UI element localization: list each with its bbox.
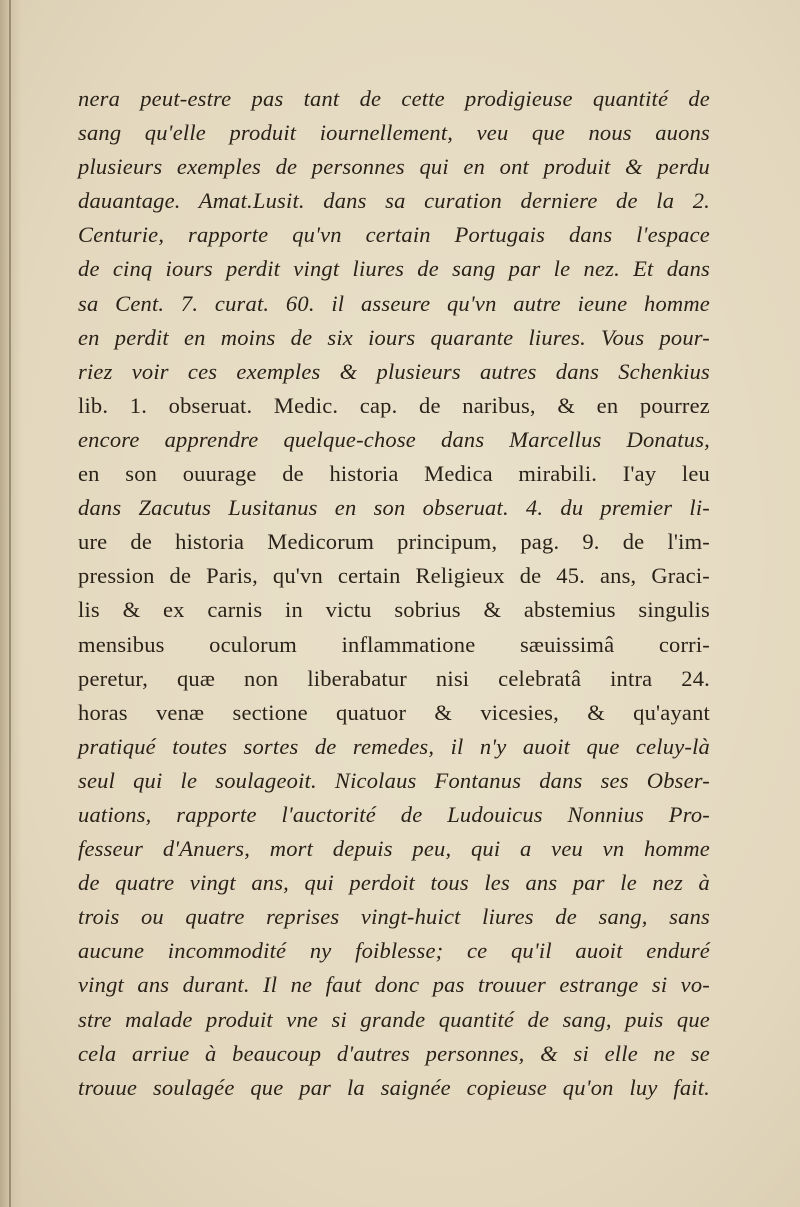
text-line: horas venæ sectione quatuor & vicesies, & qu'ayant xyxy=(78,699,710,725)
text-line: sa Cent. 7. curat. 60. il asseure qu'vn autre ieune homme xyxy=(78,290,710,316)
text-line: uations, rapporte l'auctorité de Ludouicus Nonnius Pro- xyxy=(78,801,710,827)
text-line: en son ouurage de historia Medica mirabili. I'ay leu xyxy=(78,461,710,487)
text-line: de cinq iours perdit vingt liures de sang par le nez. Et dans xyxy=(78,256,710,282)
text-line: pression de Paris, qu'vn certain Religieux de 45. ans, Graci- xyxy=(78,563,710,589)
text-line: fesseur d'Anuers, mort depuis peu, qui a veu vn homme xyxy=(78,836,710,862)
text-line: dans Zacutus Lusitanus en son obseruat. 4. du premier li- xyxy=(78,495,710,521)
text-line: nera peut-estre pas tant de cette prodigieuse quantité de xyxy=(78,86,710,111)
text-line: trouue soulagée que par la saignée copieuse qu'on luy fait. xyxy=(78,1074,710,1100)
text-line: de quatre vingt ans, qui perdoit tous les ans par le nez à xyxy=(78,870,710,896)
text-line: ure de historia Medicorum principum, pag. 9. de l'im- xyxy=(78,529,710,555)
text-line: vingt ans durant. Il ne faut donc pas trouuer estrange si vo- xyxy=(78,972,710,998)
text-line: lis & ex carnis in victu sobrius & abstemius singulis xyxy=(78,597,710,623)
text-line: encore apprendre quelque-chose dans Marcellus Donatus, xyxy=(78,426,710,452)
text-line: stre malade produit vne si grande quantité de sang, puis que xyxy=(78,1006,710,1032)
text-line: en perdit en moins de six iours quarante liures. Vous pour- xyxy=(78,324,710,350)
text-line: pratiqué toutes sortes de remedes, il n'y auoit que celuy-là xyxy=(78,733,710,759)
text-line: riez voir ces exemples & plusieurs autres dans Schenkius xyxy=(78,358,710,384)
text-line: peretur, quæ non liberabatur nisi celebratâ intra 24. xyxy=(78,665,710,691)
text-line: dauantage. Amat.Lusit. dans sa curation derniere de la 2. xyxy=(78,188,710,214)
text-line: lib. 1. obseruat. Medic. cap. de naribus, & en pourrez xyxy=(78,392,710,418)
binding-line xyxy=(9,0,11,1207)
text-line: plusieurs exemples de personnes qui en ont produit & perdu xyxy=(78,154,710,180)
text-line: sang qu'elle produit iournellement, veu que nous auons xyxy=(78,120,710,146)
text-line: trois ou quatre reprises vingt-huict liures de sang, sans xyxy=(78,904,710,930)
text-line: mensibus oculorum inflammatione sæuissimâ corri- xyxy=(78,631,710,657)
text-line: seul qui le soulageoit. Nicolaus Fontanus dans ses Obser- xyxy=(78,767,710,793)
text-line: aucune incommodité ny foiblesse; ce qu'il auoit enduré xyxy=(78,938,710,964)
binding-edge xyxy=(0,0,22,1207)
text-line: Centurie, rapporte qu'vn certain Portugais dans l'espace xyxy=(78,222,710,248)
text-line: cela arriue à beaucoup d'autres personnes, & si elle ne se xyxy=(78,1040,710,1066)
page-text xyxy=(78,82,710,1105)
